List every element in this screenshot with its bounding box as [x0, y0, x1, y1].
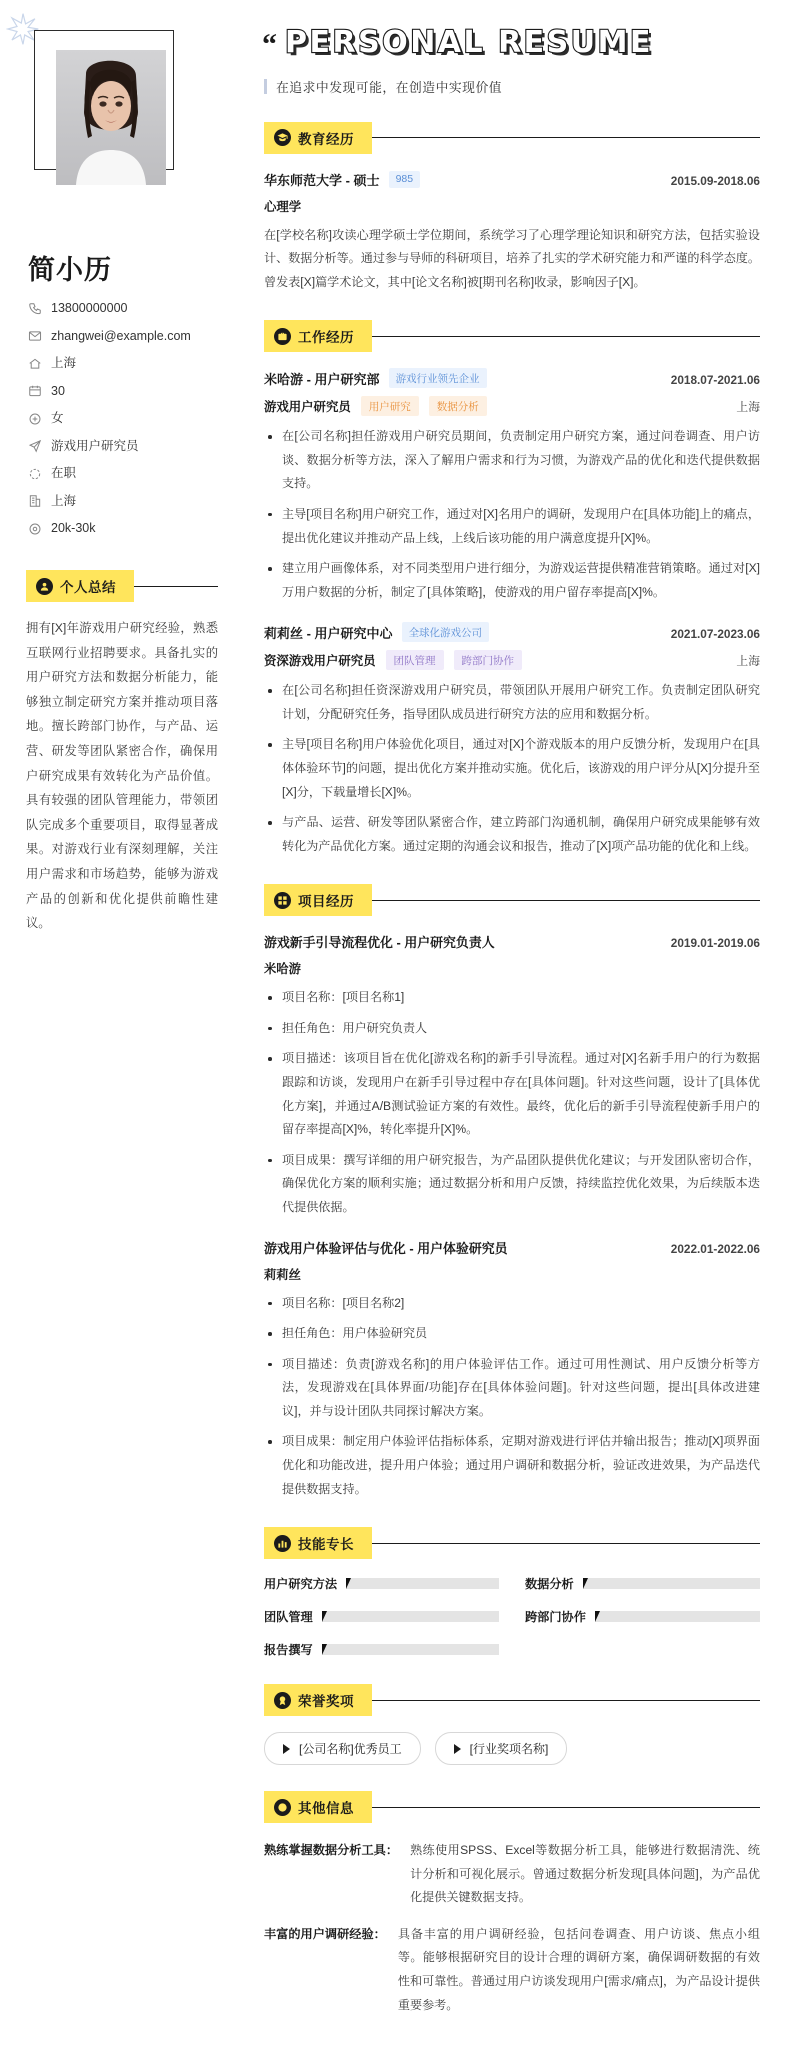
send-icon — [28, 439, 42, 453]
education-entry — [264, 170, 760, 295]
other-info-value: 熟练使用SPSS、Excel等数据分析工具，能够进行数据清洗、统计分析和可视化展示。曾通过数据分析发现[具体问题]，为产品优化提供关键数据支持。 — [410, 1843, 760, 1905]
building-icon — [28, 494, 42, 508]
school-tag: 985 — [389, 171, 421, 188]
work-entry — [264, 622, 760, 858]
header-title-row — [246, 26, 760, 61]
section-projects — [246, 884, 760, 1501]
play-triangle-icon — [454, 1744, 461, 1754]
project-bullet: 项目描述：负责[游戏名称]的用户体验评估工作。通过可用性测试、用户反馈分析等方法，发现游戏在[具体界面/功能]存在[具体体验问题]。针对这些问题，提出[具体改进建议]，并与设计团队共同探讨解决方案。 — [264, 1353, 760, 1424]
contact-item-age — [28, 384, 218, 399]
tagline-row — [264, 77, 760, 96]
project-date: 2019.01-2019.06 — [670, 936, 760, 951]
phone-icon — [28, 302, 42, 316]
company-name: 莉莉丝 - 用户研究中心 — [264, 625, 393, 641]
section-rule — [368, 1543, 760, 1544]
section-header-skills — [264, 1527, 760, 1559]
salary-icon — [28, 522, 42, 536]
graduation-icon — [274, 129, 291, 146]
section-education — [246, 122, 760, 295]
contact-item-position — [28, 439, 218, 454]
project-bullet: 担任角色：用户研究负责人 — [264, 1017, 760, 1041]
contact-value: 游戏用户研究员 — [51, 438, 139, 453]
work-entry — [264, 368, 760, 604]
section-chip — [264, 1791, 372, 1823]
project-company: 莉莉丝 — [264, 1267, 301, 1282]
chart-icon — [274, 1535, 291, 1552]
skill-tag: 跨部门协作 — [454, 650, 523, 670]
briefcase-icon — [274, 328, 291, 345]
skill-label: 报告撰写 — [264, 1643, 313, 1658]
skill-bar-track — [595, 1611, 760, 1622]
project-entry — [264, 1238, 760, 1502]
work-bullets — [264, 679, 760, 858]
award-label: [行业奖项名称] — [469, 1742, 549, 1757]
contact-item-salary — [28, 521, 218, 536]
other-info-key: 丰富的用户调研经验： — [264, 1926, 386, 1941]
section-title: 项目经历 — [298, 894, 354, 910]
section-title: 个人总结 — [60, 580, 116, 595]
work-entry-head — [264, 622, 760, 642]
section-title: 荣誉奖项 — [298, 1694, 354, 1710]
section-rule — [368, 1700, 760, 1701]
work-bullet: 主导[项目名称]用户研究工作，通过对[X]名用户的调研，发现用户在[具体功能]上的痛点，提出优化建议并推动产品上线，上线后该功能的用户满意度提升[X]%。 — [264, 503, 760, 550]
status-icon — [28, 467, 42, 481]
quote-icon: “ — [262, 28, 277, 61]
tagline-accent-bar — [264, 79, 267, 94]
contact-item-phone — [28, 301, 218, 316]
play-triangle-icon — [283, 1744, 290, 1754]
skill-tag: 团队管理 — [386, 650, 444, 670]
other-info-row — [264, 1839, 760, 1910]
section-chip — [264, 320, 372, 352]
education-entry-head — [264, 170, 760, 189]
contact-item-status — [28, 466, 218, 481]
section-header-work — [264, 320, 760, 352]
skill-item — [264, 1575, 499, 1592]
section-work — [246, 320, 760, 858]
project-bullet: 项目名称：[项目名称1] — [264, 986, 760, 1010]
job-role: 资深游戏用户研究员 — [264, 654, 376, 669]
skill-label: 用户研究方法 — [264, 1577, 338, 1592]
project-bullet: 项目名称：[项目名称2] — [264, 1292, 760, 1316]
work-city: 上海 — [736, 399, 760, 414]
section-other-info — [246, 1791, 760, 2017]
award-label: [公司名称]优秀员工 — [299, 1742, 402, 1757]
project-company: 米哈游 — [264, 962, 301, 977]
project-bullet: 项目成果：撰写详细的用户研究报告，为产品团队提供优化建议；与开发团队密切合作，确保优化方案的顺利实施；通过数据分析和用户反馈，持续监控优化效果，为后续版本迭代提供依据。 — [264, 1149, 760, 1220]
mail-icon — [28, 329, 42, 343]
project-entry-head — [264, 932, 760, 951]
person-icon — [36, 578, 53, 595]
section-header-projects — [264, 884, 760, 916]
avatar — [56, 50, 166, 185]
education-major: 心理学 — [264, 199, 302, 214]
contact-list — [28, 301, 218, 536]
work-bullet: 建立用户画像体系，对不同类型用户进行细分，为游戏运营提供精准营销策略。通过对[X]万用户数据的分析，制定了[具体策略]，使游戏的用户留存率提高[X]%。 — [264, 557, 760, 604]
contact-value: 上海 — [51, 493, 77, 508]
contact-value: 在职 — [51, 466, 77, 480]
info-icon — [274, 1799, 291, 1816]
section-chip — [264, 1527, 372, 1559]
section-header-summary — [26, 570, 218, 602]
education-description: 在[学校名称]攻读心理学硕士学位期间，系统学习了心理学理论知识和研究方法，包括实验设计、数据分析等。通过参与导师的科研项目，培养了扎实的学术研究能力和严谨的科学态度。曾发表[X]篇学术论文，其中[论文名称]被[期刊名称]收录，影响因子[X]。 — [264, 227, 760, 289]
section-header-education — [264, 122, 760, 154]
skill-bar-track — [322, 1644, 499, 1655]
section-awards — [246, 1684, 760, 1765]
company-tag: 游戏行业领先企业 — [389, 368, 487, 388]
home-icon — [28, 357, 42, 371]
skill-item — [264, 1641, 499, 1658]
skill-item — [525, 1575, 760, 1592]
contact-value: zhangwei@example.com — [51, 328, 191, 343]
job-role: 游戏用户研究员 — [264, 400, 351, 415]
section-header-awards — [264, 1684, 760, 1716]
project-bullet: 项目成果：制定用户体验评估指标体系，定期对游戏进行评估并输出报告；推动[X]项界面优化和功能改进，提升用户体验；通过用户调研和数据分析，验证改进效果，为产品迭代提供数据支持。 — [264, 1430, 760, 1501]
other-info-row — [264, 1923, 760, 2017]
section-chip — [26, 570, 134, 602]
section-rule — [368, 336, 760, 337]
section-chip — [264, 1684, 372, 1716]
section-rule — [368, 137, 760, 138]
skill-bar-track — [583, 1578, 760, 1589]
grid-icon — [274, 892, 291, 909]
section-rule — [368, 900, 760, 901]
skill-tag: 数据分析 — [429, 396, 487, 416]
project-bullet: 担任角色：用户体验研究员 — [264, 1322, 760, 1346]
sidebar — [0, 0, 240, 2070]
page-title: PERSONAL RESUME — [285, 25, 653, 60]
gender-icon — [28, 412, 42, 426]
work-role-row — [264, 396, 760, 416]
summary-text: 拥有[X]年游戏用户研究经验，熟悉互联网行业招聘要求。具备扎实的用户研究方法和数据分析能力，能够独立制定研究方案并推动项目落地。擅长跨部门协作，与产品、运营、研发等团队紧密合作，确保用户研究成果有效转化为产品价值。具有较强的团队管理能力，带领团队完成多个重要项目，取得显著成果。对游戏行业有深刻理解，关注用户需求和市场趋势，能够为游戏产品的创新和优化提供前瞻性建议。 — [26, 621, 218, 931]
work-date: 2018.07-2021.06 — [670, 372, 760, 387]
project-bullets — [264, 1292, 760, 1502]
medal-icon — [274, 1692, 291, 1709]
work-role-row — [264, 650, 760, 670]
section-skills — [246, 1527, 760, 1658]
skills-grid — [264, 1575, 760, 1658]
project-name: 游戏用户体验评估与优化 - 用户体验研究员 — [264, 1240, 508, 1256]
project-bullet: 项目描述：该项目旨在优化[游戏名称]的新手引导流程。通过对[X]名新手用户的行为数据跟踪和访谈，发现用户在新手引导过程中存在[具体问题]。针对这些问题，设计了[具体优化方案]，并通过A/B测试验证方案的有效性。最终，优化后的新手引导流程使新手用户的留存率提高[X]%，转化率提升[X]%。 — [264, 1047, 760, 1141]
contact-value: 30 — [51, 383, 65, 398]
profile-name: 简小历 — [28, 255, 112, 285]
contact-value: 13800000000 — [51, 301, 128, 315]
calendar-icon — [28, 384, 42, 398]
company-name: 米哈游 - 用户研究部 — [264, 371, 380, 387]
work-entry-head — [264, 368, 760, 388]
skill-bar-track — [322, 1611, 499, 1622]
company-tag: 全球化游戏公司 — [402, 622, 490, 642]
project-date: 2022.01-2022.06 — [670, 1241, 760, 1256]
section-rule — [368, 1807, 760, 1808]
section-chip — [264, 884, 372, 916]
section-rule — [130, 586, 218, 587]
skill-tag: 用户研究 — [361, 396, 419, 416]
work-city: 上海 — [736, 653, 760, 668]
section-title: 其他信息 — [298, 1801, 354, 1817]
project-bullets — [264, 986, 760, 1219]
project-entry — [264, 932, 760, 1219]
contact-item-location — [28, 356, 218, 371]
contact-value: 20k-30k — [51, 521, 96, 535]
contact-item-gender — [28, 411, 218, 426]
school-name: 华东师范大学 - 硕士 — [264, 172, 380, 188]
contact-item-email — [28, 329, 218, 344]
award-chip — [264, 1732, 421, 1765]
skill-label: 数据分析 — [525, 1577, 574, 1592]
section-header-other — [264, 1791, 760, 1823]
skill-label: 跨部门协作 — [525, 1610, 586, 1625]
work-bullet: 主导[项目名称]用户体验优化项目，通过对[X]个游戏版本的用户反馈分析，发现用户在[具体体验环节]的问题，提出优化方案并推动实施。优化后，该游戏的用户评分从[X]分提升至[X]分，下载量增长[X]%。 — [264, 733, 760, 804]
section-title: 技能专长 — [298, 1537, 354, 1553]
project-entry-head — [264, 1238, 760, 1257]
contact-value: 上海 — [51, 356, 77, 370]
section-title: 工作经历 — [298, 330, 354, 346]
main-column — [240, 0, 794, 2070]
section-chip — [264, 122, 372, 154]
work-date: 2021.07-2023.06 — [670, 626, 760, 641]
section-title: 教育经历 — [298, 131, 354, 147]
skill-bar-track — [346, 1578, 499, 1589]
skill-item — [525, 1608, 760, 1625]
education-date: 2015.09-2018.06 — [670, 173, 760, 188]
other-info-value: 具备丰富的用户调研经验，包括问卷调查、用户访谈、焦点小组等。能够根据研究目的设计合理的调研方案，确保调研数据的有效性和可靠性。普通过用户访谈发现用户[需求/痛点]，为产品设计提供重要参考。 — [397, 1926, 760, 2012]
photo-block — [48, 42, 198, 222]
work-bullet: 与产品、运营、研发等团队紧密合作，建立跨部门沟通机制，确保用户研究成果能够有效转化为产品优化方案。通过定期的沟通会议和报告，推动了[X]项产品功能的优化和上线。 — [264, 811, 760, 858]
tagline: 在追求中发现可能，在创造中实现价值 — [276, 79, 503, 95]
skill-item — [264, 1608, 499, 1625]
project-name: 游戏新手引导流程优化 - 用户研究负责人 — [264, 935, 495, 951]
award-chip — [435, 1732, 568, 1765]
work-bullet: 在[公司名称]担任游戏用户研究员期间，负责制定用户研究方案，通过问卷调查、用户访谈、数据分析等方法，深入了解用户需求和行为习惯，为游戏产品的优化和迭代提供数据支持。 — [264, 425, 760, 496]
contact-item-company-city — [28, 494, 218, 509]
other-info-key: 熟练掌握数据分析工具： — [264, 1843, 399, 1858]
work-bullet: 在[公司名称]担任资深游戏用户研究员，带领团队开展用户研究工作。负责制定团队研究计划，分配研究任务，指导团队成员进行研究方法的应用和数据分析。 — [264, 679, 760, 726]
contact-value: 女 — [51, 411, 64, 425]
skill-label: 团队管理 — [264, 1610, 313, 1625]
work-bullets — [264, 425, 760, 604]
awards-list — [264, 1732, 760, 1765]
